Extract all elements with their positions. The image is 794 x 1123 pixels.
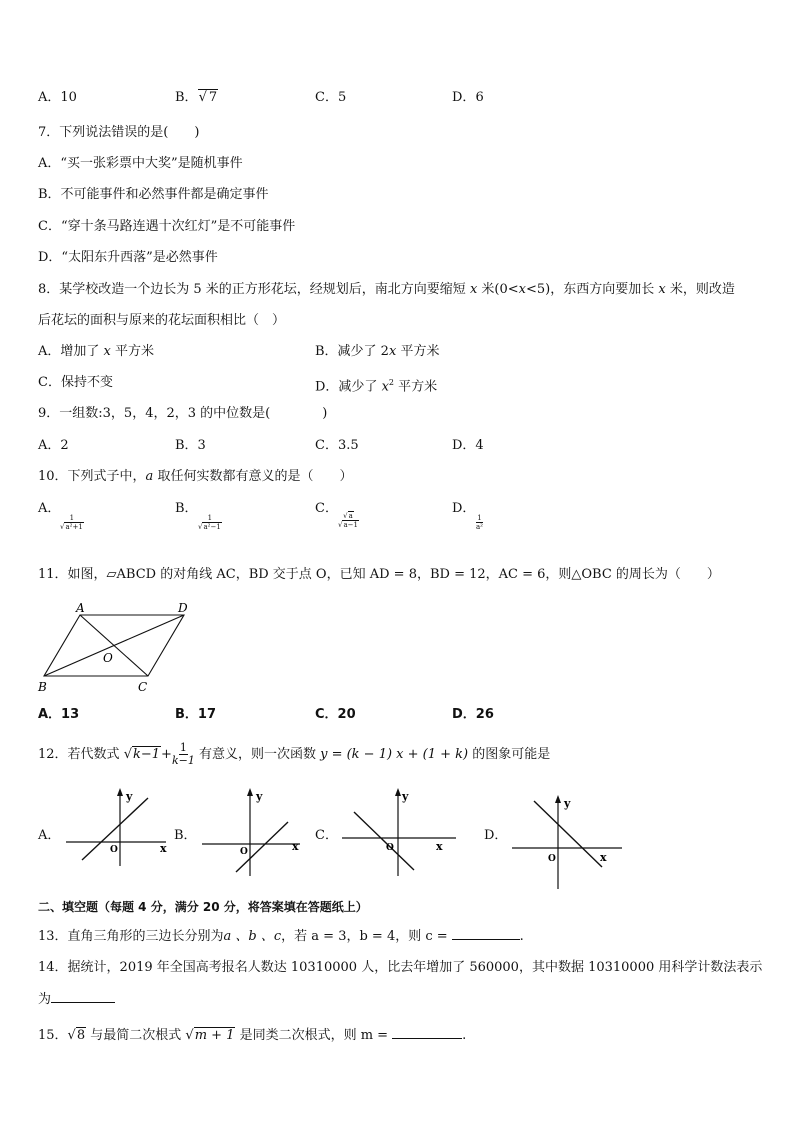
q11-option-c: C．20 bbox=[315, 707, 356, 722]
y-arrow-icon bbox=[555, 795, 561, 803]
q10-option-a-fraction: $\frac{1}{\text{√a²+1}}$ bbox=[60, 514, 83, 531]
q8-option-b: B．减少了 2x 平方米 bbox=[315, 344, 440, 359]
function-line bbox=[534, 801, 602, 867]
q13-stem: 13．直角三角形的三边长分别为a 、b 、c，若 a = 3，b = 4，则 c = . bbox=[38, 929, 524, 944]
q14-stem-line1: 14．据统计，2019 年全国高考报名人数达 10310000 人，比去年增加了 560000，其中数据 10310000 用科学计数法表示 bbox=[38, 960, 763, 975]
svg-text:O: O bbox=[548, 854, 556, 864]
q15-radical-2: √m + 1 bbox=[185, 1028, 235, 1043]
label-d: D bbox=[178, 601, 188, 615]
svg-text:x: x bbox=[436, 840, 443, 853]
q9-option-c: C．3.5 bbox=[315, 438, 359, 453]
q9-option-b: B．3 bbox=[175, 438, 206, 453]
q11-option-a: A．13 bbox=[38, 707, 80, 722]
q8-option-c: C．保持不变 bbox=[38, 375, 113, 390]
q14-stem-line2: 为 bbox=[38, 990, 115, 1009]
y-arrow-icon bbox=[117, 788, 123, 796]
q10-option-c-fraction: $\frac{√a}{√a-1}$ bbox=[338, 512, 358, 529]
q7-option-c: C．“穿十条马路连遇十次红灯”是不可能事件 bbox=[38, 219, 296, 234]
q8-option-a: A．增加了 x 平方米 bbox=[38, 344, 155, 359]
q8-option-d: D．减少了 $x^2$ 平方米 bbox=[315, 378, 438, 395]
svg-text:O: O bbox=[240, 847, 248, 857]
q6-option-c: C．5 bbox=[315, 90, 347, 105]
svg-text:x: x bbox=[600, 851, 607, 864]
q10-option-d-fraction: $\frac{1}{\text{a²}}$ bbox=[476, 514, 483, 531]
q15-stem: 15．√8 与最简二次根式 √m + 1 是同类二次根式，则 m = . bbox=[38, 1028, 467, 1043]
q12-fraction: $\frac{1}{k-1}$ bbox=[171, 741, 195, 767]
svg-text:y: y bbox=[402, 790, 409, 803]
svg-text:y: y bbox=[256, 790, 263, 803]
q12-option-d-letter: D． bbox=[484, 828, 508, 843]
q12-option-c-letter: C． bbox=[315, 828, 338, 843]
y-arrow-icon bbox=[395, 788, 401, 796]
label-a: A bbox=[76, 601, 85, 615]
svg-text:O: O bbox=[110, 845, 118, 855]
diagonal-bd bbox=[44, 615, 184, 676]
q6-option-b: B．√ 7 bbox=[175, 90, 218, 105]
q12-option-a-letter: A． bbox=[38, 828, 61, 843]
q10-stem: 10．下列式子中，a 取任何实数都有意义的是（ ） bbox=[38, 469, 353, 484]
q7-option-b: B．不可能事件和必然事件都是确定事件 bbox=[38, 187, 269, 202]
graph-a bbox=[66, 788, 176, 868]
label-o: O bbox=[103, 651, 113, 665]
sqrt-symbol: √ bbox=[198, 90, 207, 105]
q14-answer-blank[interactable] bbox=[51, 990, 115, 1003]
label-b: B bbox=[38, 680, 47, 694]
q10-option-a-letter: A． bbox=[38, 501, 61, 516]
q10-option-c-letter: C． bbox=[315, 501, 338, 516]
q13-answer-blank[interactable] bbox=[452, 927, 520, 940]
y-arrow-icon bbox=[247, 788, 253, 796]
q10-option-b-letter: B． bbox=[175, 501, 198, 516]
q7-option-d: D．“太阳东升西落”是必然事件 bbox=[38, 250, 218, 265]
q15-answer-blank[interactable] bbox=[392, 1026, 462, 1039]
q12-option-b-letter: B． bbox=[174, 828, 197, 843]
graph-d bbox=[510, 793, 628, 891]
svg-text:x: x bbox=[292, 840, 299, 853]
graph-c bbox=[336, 788, 460, 878]
q8-stem-line2: 后花坛的面积与原来的花坛面积相比（ ） bbox=[38, 313, 286, 328]
q11-option-b: B．17 bbox=[175, 707, 216, 722]
q8-stem-line1: 8．某学校改造一个边长为 5 米的正方形花坛，经规划后，南北方向要缩短 x 米(0<x<5)，东西方向要加长 x 米，则改造 bbox=[38, 282, 735, 297]
q11-option-d: D．26 bbox=[452, 707, 494, 722]
q15-radical-1: √8 bbox=[67, 1028, 86, 1043]
svg-text:y: y bbox=[564, 797, 571, 810]
q7-stem: 7．下列说法错误的是( ) bbox=[38, 125, 200, 140]
q6-option-d: D．6 bbox=[452, 90, 484, 105]
q6-option-a: A．10 bbox=[38, 90, 77, 105]
parallelogram-figure bbox=[36, 598, 196, 696]
q10-option-b-fraction: $\frac{1}{\text{√a²−1}}$ bbox=[198, 514, 221, 531]
q9-stem: 9．一组数:3，5，4，2，3 的中位数是( ) bbox=[38, 406, 328, 421]
q12-stem: 12．若代数式 √k−1+ $\frac{1}{k-1}$ 有意义，则一次函数 y = (k − 1) x + (1 + k) 的图象可能是 bbox=[38, 741, 551, 767]
svg-text:O: O bbox=[386, 843, 394, 853]
svg-text:x: x bbox=[160, 842, 167, 855]
q9-option-a: A．2 bbox=[38, 438, 69, 453]
graph-b bbox=[196, 788, 308, 878]
q7-option-a: A．“买一张彩票中大奖”是随机事件 bbox=[38, 156, 243, 171]
q9-option-d: D．4 bbox=[452, 438, 484, 453]
label-c: C bbox=[138, 680, 148, 694]
q12-radical: √k−1 bbox=[123, 747, 161, 762]
q10-option-d-letter: D． bbox=[452, 501, 476, 516]
section-heading: 二、填空题（每题 4 分，满分 20 分，将答案填在答题纸上） bbox=[38, 900, 368, 914]
q11-stem: 11．如图，▱ABCD 的对角线 AC，BD 交于点 O，已知 AD = 8，BD = 12，AC = 6，则△OBC 的周长为（ ） bbox=[38, 567, 720, 582]
function-line bbox=[354, 812, 414, 870]
svg-text:y: y bbox=[126, 790, 133, 803]
